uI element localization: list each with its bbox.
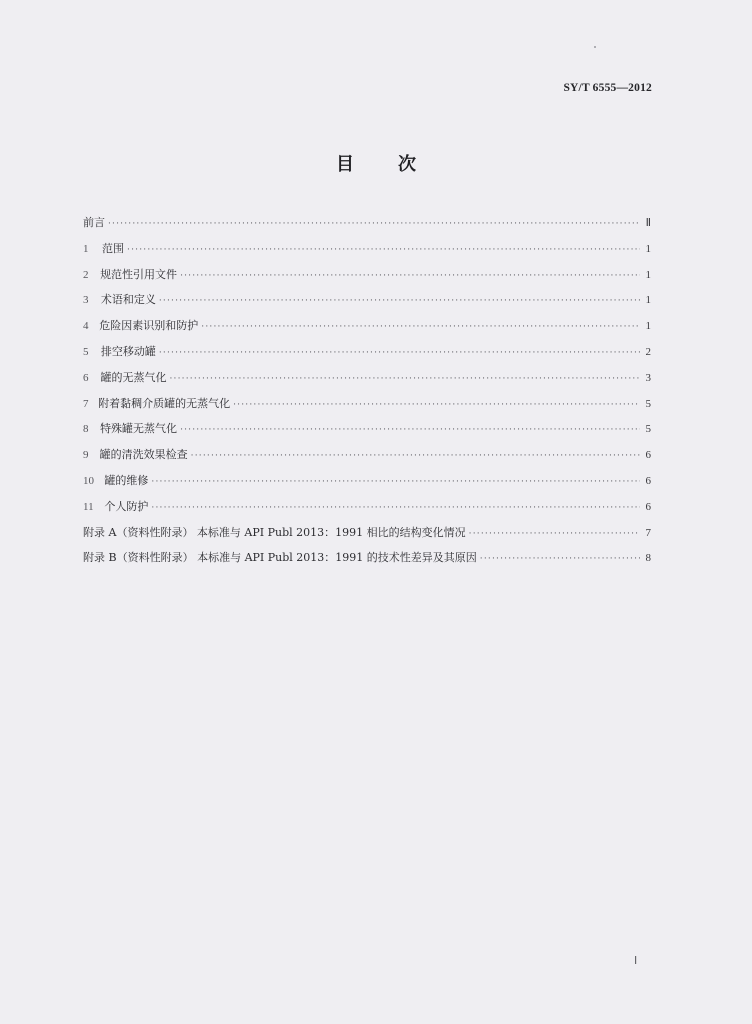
- toc-entry-page: 6: [645, 474, 651, 487]
- toc-entry-number: 9: [83, 449, 89, 462]
- toc-entry-label: 罐的无蒸气化: [100, 370, 167, 384]
- toc-entry-page: Ⅱ: [645, 217, 651, 229]
- toc-entry-number: 10: [83, 474, 94, 487]
- toc-entry-10[interactable]: [83, 472, 651, 498]
- toc-entry-5[interactable]: [83, 343, 651, 369]
- toc-entry-number: 5: [83, 345, 89, 358]
- toc-entry-number: 6: [83, 371, 89, 384]
- toc-entry-number: 2: [83, 268, 89, 281]
- toc-title-char-1: 目: [336, 154, 354, 175]
- toc-entry-number: 8: [83, 423, 89, 436]
- toc-entry-appendix-a[interactable]: [83, 524, 651, 550]
- dot-leader: [159, 344, 640, 362]
- toc-entry-label: 术语和定义: [100, 293, 156, 307]
- toc-entry-label: 罐的清洗效果检查: [99, 448, 188, 462]
- toc-entry-page: 1: [645, 294, 651, 307]
- toc-entry-label: 罐的维修: [104, 473, 149, 487]
- toc-entry-label: 个人防护: [104, 499, 149, 513]
- toc-entry-3[interactable]: [83, 291, 651, 317]
- toc-entry-number: 3: [83, 294, 89, 307]
- scan-speck: [594, 46, 596, 48]
- toc-entry-number: 7: [83, 397, 89, 410]
- dot-leader: [108, 215, 640, 233]
- toc-entry-label: 附录 B（资料性附录） 本标准与 API Publ 2013：1991 的技术性差异及其原因: [83, 551, 477, 565]
- toc-entry-9[interactable]: [83, 446, 651, 472]
- toc-entry-page: 3: [645, 371, 651, 384]
- dot-leader: [127, 241, 640, 259]
- toc-entry-11[interactable]: [83, 498, 651, 524]
- toc-entry-page: 5: [645, 423, 651, 436]
- dot-leader: [233, 396, 640, 414]
- toc-entry-page: 1: [645, 320, 651, 333]
- toc-entry-6[interactable]: [83, 369, 651, 395]
- dot-leader: [201, 318, 640, 336]
- toc-entry-label: 附着黏稠介质罐的无蒸气化: [98, 396, 231, 410]
- toc-entry-number: 11: [83, 500, 94, 513]
- toc-entry-1[interactable]: [83, 240, 651, 266]
- toc-entry-page: 5: [645, 397, 651, 410]
- toc-entry-page: 2: [645, 345, 651, 358]
- toc-entry-appendix-b[interactable]: [83, 549, 651, 575]
- toc-entry-2[interactable]: [83, 266, 651, 292]
- dot-leader: [469, 525, 640, 543]
- toc-entry-label: 前言: [83, 216, 105, 229]
- toc-entry-label: 范围: [102, 241, 125, 255]
- toc-entry-4[interactable]: [83, 317, 651, 343]
- toc-entry-number: 4: [83, 320, 89, 333]
- page-number: Ⅰ: [634, 955, 638, 967]
- toc-entry-foreword[interactable]: [83, 214, 651, 240]
- dot-leader: [159, 292, 640, 310]
- dot-leader: [191, 447, 640, 465]
- dot-leader: [169, 370, 640, 388]
- toc-entry-label: 规范性引用文件: [100, 267, 178, 281]
- toc-entry-label: 特殊罐无蒸气化: [100, 422, 178, 436]
- toc-entry-7[interactable]: [83, 395, 651, 421]
- dot-leader: [151, 473, 640, 491]
- toc-entry-page: 1: [645, 268, 651, 281]
- dot-leader: [180, 421, 640, 439]
- table-of-contents: [83, 214, 651, 575]
- dot-leader: [480, 550, 640, 568]
- toc-entry-page: 6: [645, 449, 651, 462]
- dot-leader: [151, 499, 640, 517]
- toc-entry-page: 1: [645, 242, 651, 255]
- toc-entry-page: 8: [645, 552, 651, 565]
- toc-entry-label: 附录 A（资料性附录） 本标准与 API Publ 2013：1991 相比的结构变化情况: [83, 525, 466, 539]
- toc-entry-number: 1: [83, 242, 89, 255]
- standard-code: SY/T 6555—2012: [563, 82, 652, 94]
- toc-entry-page: 7: [645, 526, 651, 539]
- toc-title-char-2: 次: [398, 154, 416, 175]
- toc-entry-label: 危险因素识别和防护: [99, 319, 199, 333]
- toc-entry-page: 6: [645, 500, 651, 513]
- toc-entry-label: 排空移动罐: [100, 344, 156, 358]
- dot-leader: [180, 267, 640, 285]
- toc-entry-8[interactable]: [83, 420, 651, 446]
- toc-title: [0, 150, 752, 176]
